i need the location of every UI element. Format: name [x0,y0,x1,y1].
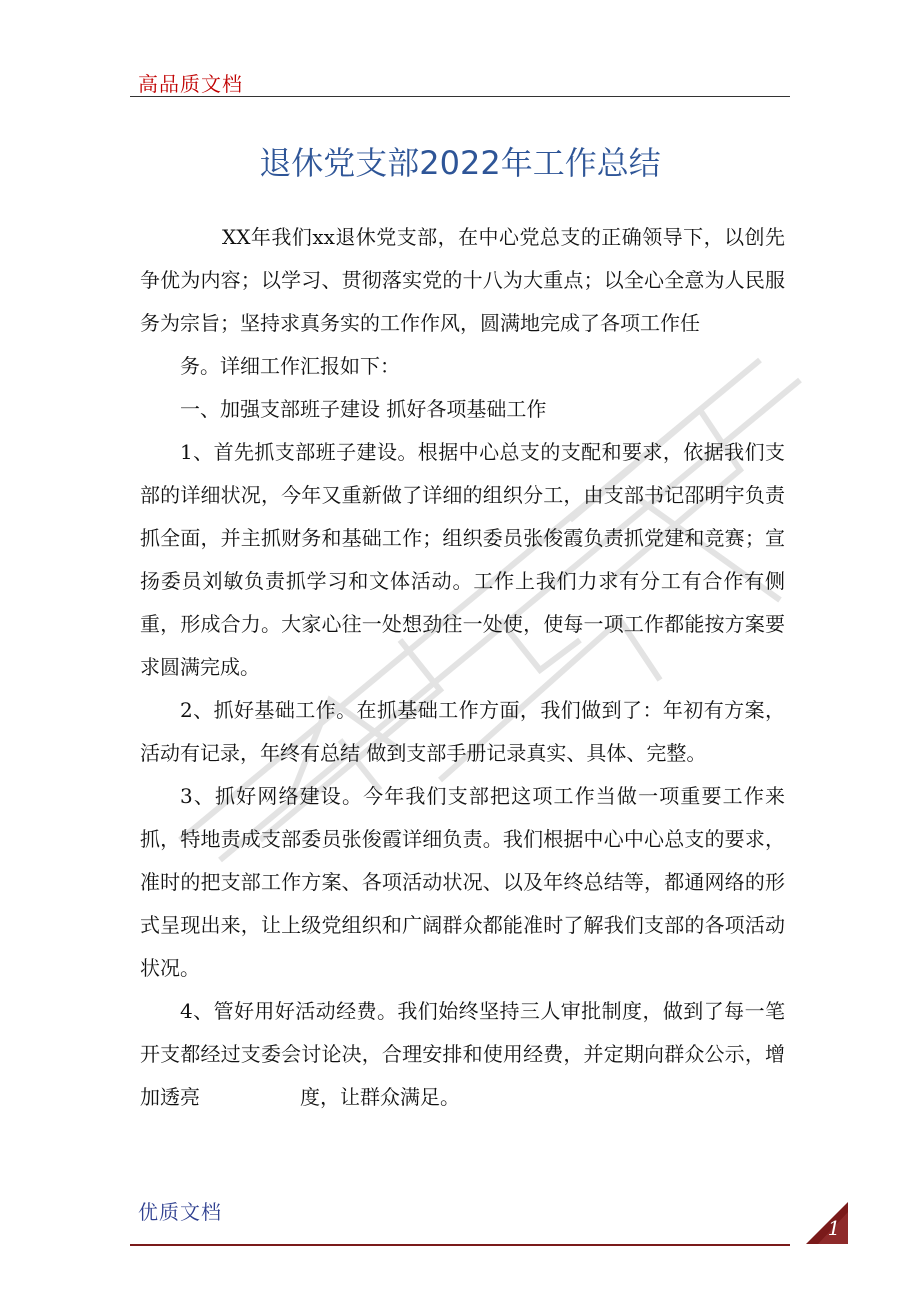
paragraph: 2、抓好基础工作。在抓基础工作方面，我们做到了：年初有方案，活动有记录，年终有总结 做到支部手册记录真实、具体、完整。 [140,698,785,765]
page-number: 1 [827,1216,841,1240]
document-body [140,216,785,1119]
document-title: 退休党支部2022年工作总结 [259,144,661,182]
section-heading: 一、加强支部班子建设 抓好各项基础工作 [180,397,547,421]
paragraph: 1、首先抓支部班子建设。根据中心总支的支配和要求，依据我们支部的详细状况，今年又重新做了详细的组织分工，由支部书记邵明宇负责抓全面，并主抓财务和基础工作；组织委员张俊霞负责抓党建和竞赛；宣扬委员刘敏负责抓学习和文体活动。工作上我们力求有分工有合作有侧重，形成合力。大家心往一处想劲往一处使，使每一项工作都能按方案要求圆满完成。 [140,440,785,679]
paragraph-part: 度，让群众满足。 [300,1085,460,1109]
paragraph: XX年我们xx退休党支部，在中心党总支的正确领导下，以创先争优为内容；以学习、贯彻落实党的十八为大重点；以全心全意为人民服务为宗旨；坚持求真务实的工作作风，圆满地完成了各项工作任 [140,225,785,335]
header-divider [130,96,790,97]
paragraph-part: 4、管好用好活动经费。我们始终坚持三人审批制度，做到了每一笔开支都经过支委会讨论决，合理安排和使用经费，并定期向群众公示，增加透亮 [140,999,785,1109]
paragraph [140,990,785,1119]
header-label: 高品质文档 [138,72,243,96]
paragraph: 务。详细工作汇报如下： [180,354,400,378]
paragraph: 3、抓好网络建设。今年我们支部把这项工作当做一项重要工作来抓，特地责成支部委员张俊霞详细负责。我们根据中心中心总支的要求，准时的把支部工作方案、各项活动状况、以及年终总结等，都通网络的形式呈现出来，让上级党组织和广阔群众都能准时了解我们支部的各项活动状况。 [140,784,785,980]
footer-label: 优质文档 [138,1200,222,1224]
footer-divider [130,1244,790,1246]
